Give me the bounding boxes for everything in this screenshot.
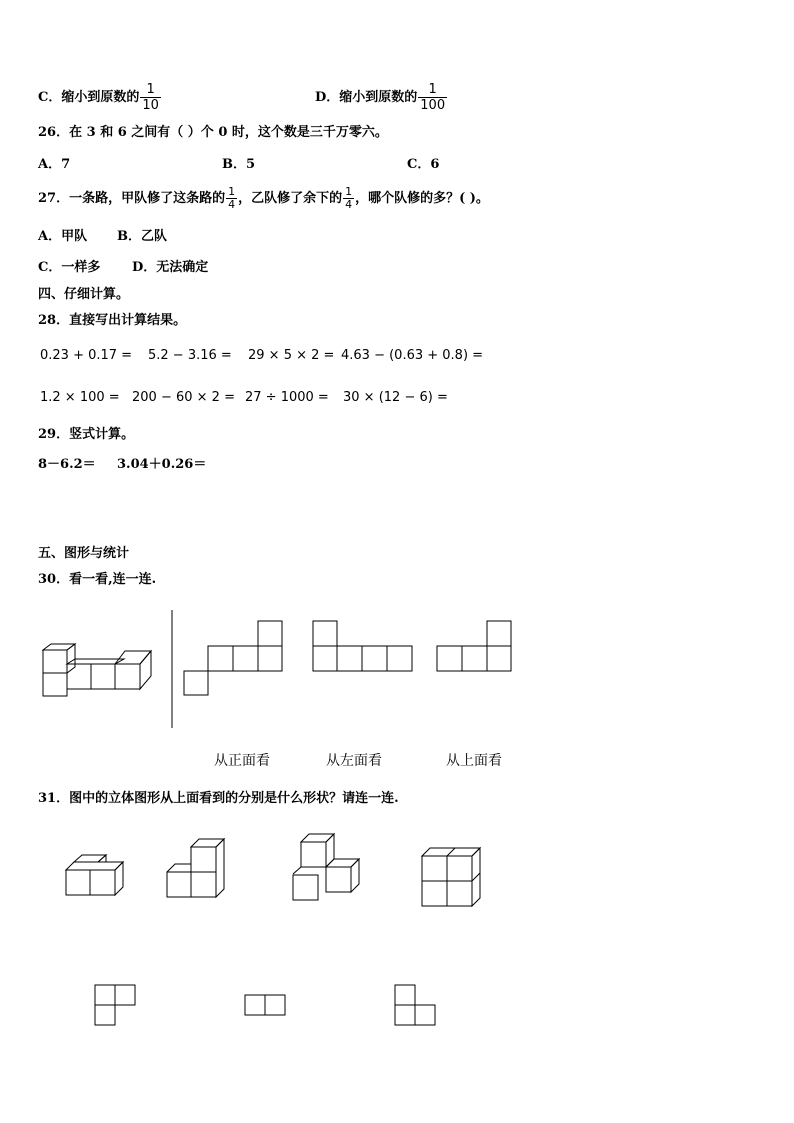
q27-option-c[interactable]: C．一样多 (38, 260, 101, 275)
q25-option-d-text: D．缩小到原数的 (315, 90, 418, 105)
q30-stem: 30．看一看,连一连. (38, 572, 157, 587)
q28-expression: 0.23 + 0.17 = (40, 348, 133, 363)
q30-view-3[interactable] (437, 621, 511, 671)
q30-label-left: 从左面看 (326, 753, 382, 769)
q28-expression: 4.63 − (0.63 + 0.8) = (341, 348, 484, 363)
q28-expression: 29 × 5 × 2 = (248, 348, 335, 363)
fraction-numerator: 1 (228, 185, 236, 198)
q31-solid-2[interactable] (167, 839, 224, 897)
q27-option-a[interactable]: A．甲队 (38, 229, 88, 244)
q28-stem: 28．直接写出计算结果。 (38, 313, 187, 328)
q31-solid-4[interactable] (422, 848, 480, 906)
q26-stem: 26．在 3 和 6 之间有（ ）个 0 时，这个数是三千万零六。 (38, 125, 388, 140)
q30-view-1[interactable] (184, 621, 282, 695)
fraction-denominator: 100 (420, 98, 446, 113)
fraction-numerator: 1 (140, 82, 161, 98)
q27-stem-part3: ，哪个队修的多？( )。 (355, 191, 489, 206)
q28-expression: 5.2 − 3.16 = (148, 348, 232, 363)
q27-option-b[interactable]: B．乙队 (117, 229, 167, 244)
q26-option-b[interactable]: B．5 (222, 157, 256, 172)
fraction-numerator: 1 (345, 185, 353, 198)
q28-expression: 30 × (12 − 6) = (343, 390, 448, 405)
q28-expression: 1.2 × 100 = (40, 390, 120, 405)
section-4-title: 四、仔细计算。 (38, 287, 130, 302)
q31-solid-1[interactable] (66, 855, 123, 895)
q30-label-front: 从正面看 (214, 753, 270, 769)
q30-view-2[interactable] (313, 621, 412, 671)
q27-option-d[interactable]: D．无法确定 (132, 260, 209, 275)
fraction-numerator: 1 (418, 82, 447, 98)
q30-label-top: 从上面看 (446, 753, 502, 769)
q30-solid-figure[interactable] (43, 644, 151, 696)
q31-view-3[interactable] (395, 985, 435, 1025)
q27-stem-part2: ，乙队修了余下的 (238, 191, 343, 206)
section-5-title: 五、图形与统计 (38, 546, 130, 561)
q29-problem-2: 3.04＋0.26＝ (117, 457, 207, 472)
q29-problem-1: 8－6.2＝ (38, 457, 96, 472)
q31-view-1[interactable] (95, 985, 135, 1025)
q26-option-c[interactable]: C．6 (407, 157, 440, 172)
fraction-denominator: 4 (345, 198, 353, 211)
q31-solid-3[interactable] (293, 834, 359, 900)
q27-stem-part1: 27．一条路，甲队修了这条路的 (38, 191, 226, 206)
q25-option-c-text: C．缩小到原数的 (38, 90, 140, 105)
fraction-denominator: 4 (228, 198, 236, 211)
q28-expression: 200 − 60 × 2 = (132, 390, 235, 405)
q28-expression: 27 ÷ 1000 = (245, 390, 329, 405)
q31-stem: 31．图中的立体图形从上面看到的分别是什么形状？请连一连. (38, 791, 399, 806)
q29-stem: 29．竖式计算。 (38, 427, 135, 442)
fraction-denominator: 10 (142, 98, 159, 113)
q26-option-a[interactable]: A．7 (38, 157, 71, 172)
q31-view-2[interactable] (245, 995, 285, 1015)
